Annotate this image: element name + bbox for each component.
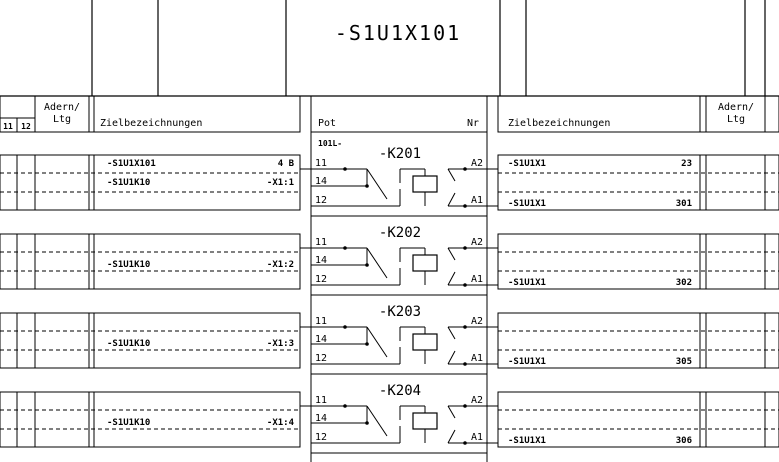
- junction-dot: [463, 441, 467, 445]
- terminal-12-label: 12: [315, 274, 328, 285]
- right-destination-label: -S1U1X1: [508, 199, 546, 209]
- right-number-label: 302: [675, 278, 692, 288]
- aux-contact: [448, 169, 455, 181]
- right-destination-label: -S1U1X1: [508, 357, 546, 367]
- contact-blade: [367, 406, 387, 436]
- junction-dot: [463, 283, 467, 287]
- right-destination-label: -S1U1X1: [508, 436, 546, 446]
- header-col-11: 11: [3, 122, 13, 131]
- coil-a2-label: A2: [470, 237, 483, 248]
- relay-coil: [413, 176, 437, 192]
- terminal-11-label: 11: [315, 316, 328, 327]
- header-col-12: 12: [21, 122, 31, 131]
- relay-block-4: [0, 383, 779, 453]
- left-destination-label: -S1U1K10: [107, 178, 151, 188]
- relay-name: -K204: [378, 383, 422, 399]
- aux-contact: [448, 351, 455, 364]
- right-number-label: 305: [675, 357, 692, 367]
- header-ltg-left: Ltg: [52, 114, 72, 125]
- relay-coil: [413, 334, 437, 350]
- junction-dot: [365, 263, 369, 267]
- aux-contact: [448, 327, 455, 339]
- terminal-14-label: 14: [315, 334, 328, 345]
- coil-a2-label: A2: [470, 316, 483, 327]
- terminal-12-label: 12: [315, 353, 328, 364]
- left-destination-label: -S1U1X101: [107, 159, 156, 169]
- strip-title: -S1U1X101: [334, 21, 462, 45]
- terminal-14-label: 14: [315, 413, 328, 424]
- terminal-14-label: 14: [315, 176, 328, 187]
- coil-a1-label: A1: [470, 432, 483, 443]
- left-destination-label: -S1U1K10: [107, 260, 151, 270]
- left-terminal-label: -X1:3: [266, 339, 294, 349]
- relay-coil: [413, 255, 437, 271]
- junction-dot: [463, 325, 467, 329]
- junction-dot: [463, 246, 467, 250]
- junction-dot: [365, 342, 369, 346]
- pot-column: [311, 132, 487, 462]
- right-destination-label: -S1U1X1: [508, 278, 546, 288]
- coil-a1-label: A1: [470, 195, 483, 206]
- header-zielbezeichnungen-right: Zielbezeichnungen: [508, 118, 611, 129]
- header-ltg-right: Ltg: [726, 114, 746, 125]
- pot-label: 101L-: [318, 139, 343, 148]
- aux-contact: [448, 272, 455, 285]
- terminal-12-label: 12: [315, 432, 328, 443]
- right-number-label: 23: [681, 159, 692, 169]
- right-number-label: 306: [675, 436, 692, 446]
- relay-blocks: [0, 146, 779, 453]
- relay-block-1: [0, 146, 779, 216]
- right-number-label: 301: [675, 199, 692, 209]
- junction-dot: [365, 421, 369, 425]
- aux-contact: [448, 430, 455, 443]
- coil-a2-label: A2: [470, 158, 483, 169]
- contact-blade: [367, 327, 387, 357]
- junction-dot: [343, 325, 347, 329]
- header-zielbezeichnungen-left: Zielbezeichnungen: [100, 118, 203, 129]
- junction-dot: [343, 404, 347, 408]
- coil-a2-label: A2: [470, 395, 483, 406]
- left-terminal-label: -X1:1: [266, 178, 294, 188]
- terminal-11-label: 11: [315, 395, 328, 406]
- left-destination-label: -S1U1K10: [107, 418, 151, 428]
- relay-name: -K201: [378, 146, 422, 162]
- junction-dot: [343, 246, 347, 250]
- header-pot: Pot: [318, 118, 337, 129]
- junction-dot: [365, 184, 369, 188]
- relay-name: -K203: [378, 304, 422, 320]
- relay-coil: [413, 413, 437, 429]
- junction-dot: [463, 167, 467, 171]
- junction-dot: [463, 404, 467, 408]
- relay-name: -K202: [378, 225, 422, 241]
- contact-blade: [367, 248, 387, 278]
- aux-contact: [448, 248, 455, 260]
- junction-dot: [463, 362, 467, 366]
- title-block: [0, 0, 779, 96]
- left-terminal-label: -X1:2: [266, 260, 294, 270]
- aux-contact: [448, 193, 455, 206]
- left-terminal-label: 4 B: [277, 159, 294, 169]
- terminal-14-label: 14: [315, 255, 328, 266]
- right-destination-label: -S1U1X1: [508, 159, 546, 169]
- terminal-11-label: 11: [315, 237, 328, 248]
- terminal-11-label: 11: [315, 158, 328, 169]
- terminal-12-label: 12: [315, 195, 328, 206]
- relay-block-3: [0, 304, 779, 374]
- left-destination-label: -S1U1K10: [107, 339, 151, 349]
- header-adern-left: Adern/: [43, 102, 81, 113]
- relay-block-2: [0, 225, 779, 295]
- left-terminal-label: -X1:4: [266, 418, 294, 428]
- aux-contact: [448, 406, 455, 418]
- coil-a1-label: A1: [470, 353, 483, 364]
- junction-dot: [463, 204, 467, 208]
- header-adern-right: Adern/: [717, 102, 755, 113]
- coil-a1-label: A1: [470, 274, 483, 285]
- junction-dot: [343, 167, 347, 171]
- header-nr: Nr: [466, 118, 479, 129]
- contact-blade: [367, 169, 387, 199]
